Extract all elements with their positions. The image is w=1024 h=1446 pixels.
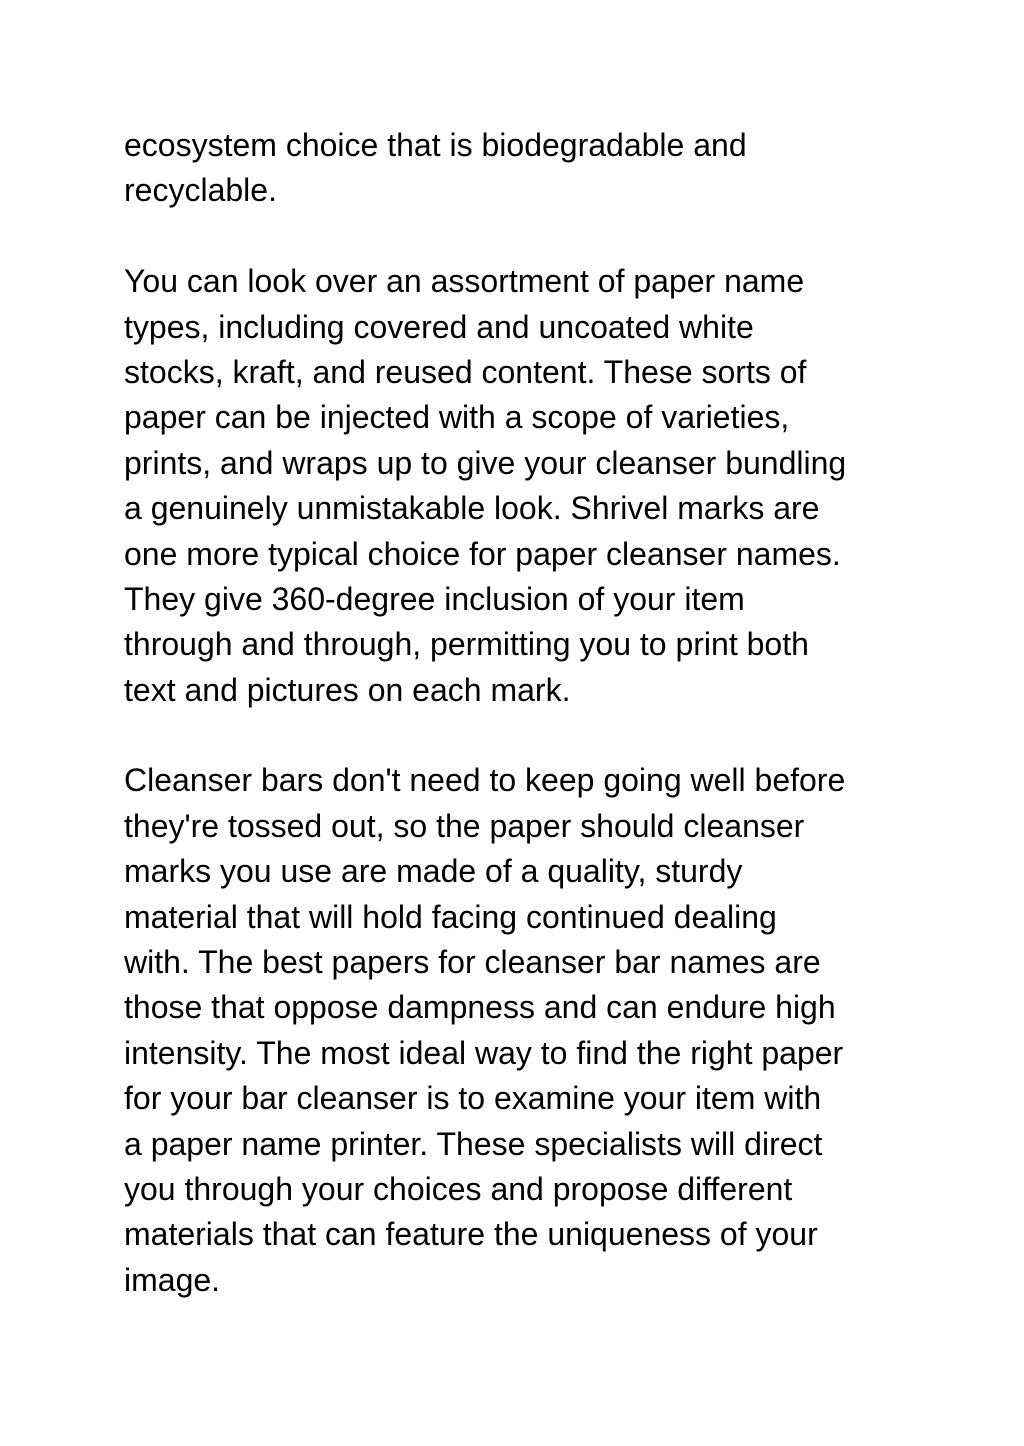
text-line: Cleanser bars don't need to keep going well before	[124, 762, 846, 799]
text-line: marks you use are made of a quality, sturdy	[124, 853, 743, 890]
text-line: paper can be injected with a scope of varieties,	[124, 399, 790, 436]
text-line: image.	[124, 1261, 221, 1298]
text-line: ecosystem choice that is biodegradable and	[124, 127, 747, 163]
text-line: you through your choices and propose different	[124, 1170, 793, 1207]
text-line: they're tossed out, so the paper should cleanser	[124, 807, 805, 844]
text-line: prints, and wraps up to give your cleanser bundling	[124, 444, 847, 481]
document-page	[124, 123, 924, 1303]
text-line: one more typical choice for paper cleanser names.	[124, 535, 841, 572]
text-line: material that will hold facing continued dealing	[124, 898, 777, 935]
text-line: recyclable.	[124, 172, 277, 209]
text-line: intensity. The most ideal way to find the right paper	[124, 1034, 844, 1071]
text-line: with. The best papers for cleanser bar names are	[124, 944, 821, 981]
text-line: through and through, permitting you to print both	[124, 626, 809, 663]
text-line: types, including covered and uncoated white	[124, 308, 754, 345]
paragraph-2	[124, 259, 924, 713]
text-line: materials that can feature the uniqueness of your	[124, 1216, 818, 1253]
text-line: They give 360-degree inclusion of your item	[124, 580, 745, 617]
paragraph-3	[124, 758, 924, 1303]
text-line: a paper name printer. These specialists will direct	[124, 1125, 823, 1162]
paragraph-1	[124, 123, 924, 214]
text-line: stocks, kraft, and reused content. These sorts of	[124, 353, 807, 390]
text-line: text and pictures on each mark.	[124, 671, 571, 708]
text-line: a genuinely unmistakable look. Shrivel marks are	[124, 490, 820, 527]
text-line: for your bar cleanser is to examine your item with	[124, 1080, 822, 1117]
text-line: those that oppose dampness and can endure high	[124, 989, 836, 1026]
text-line: You can look over an assortment of paper name	[124, 263, 805, 300]
